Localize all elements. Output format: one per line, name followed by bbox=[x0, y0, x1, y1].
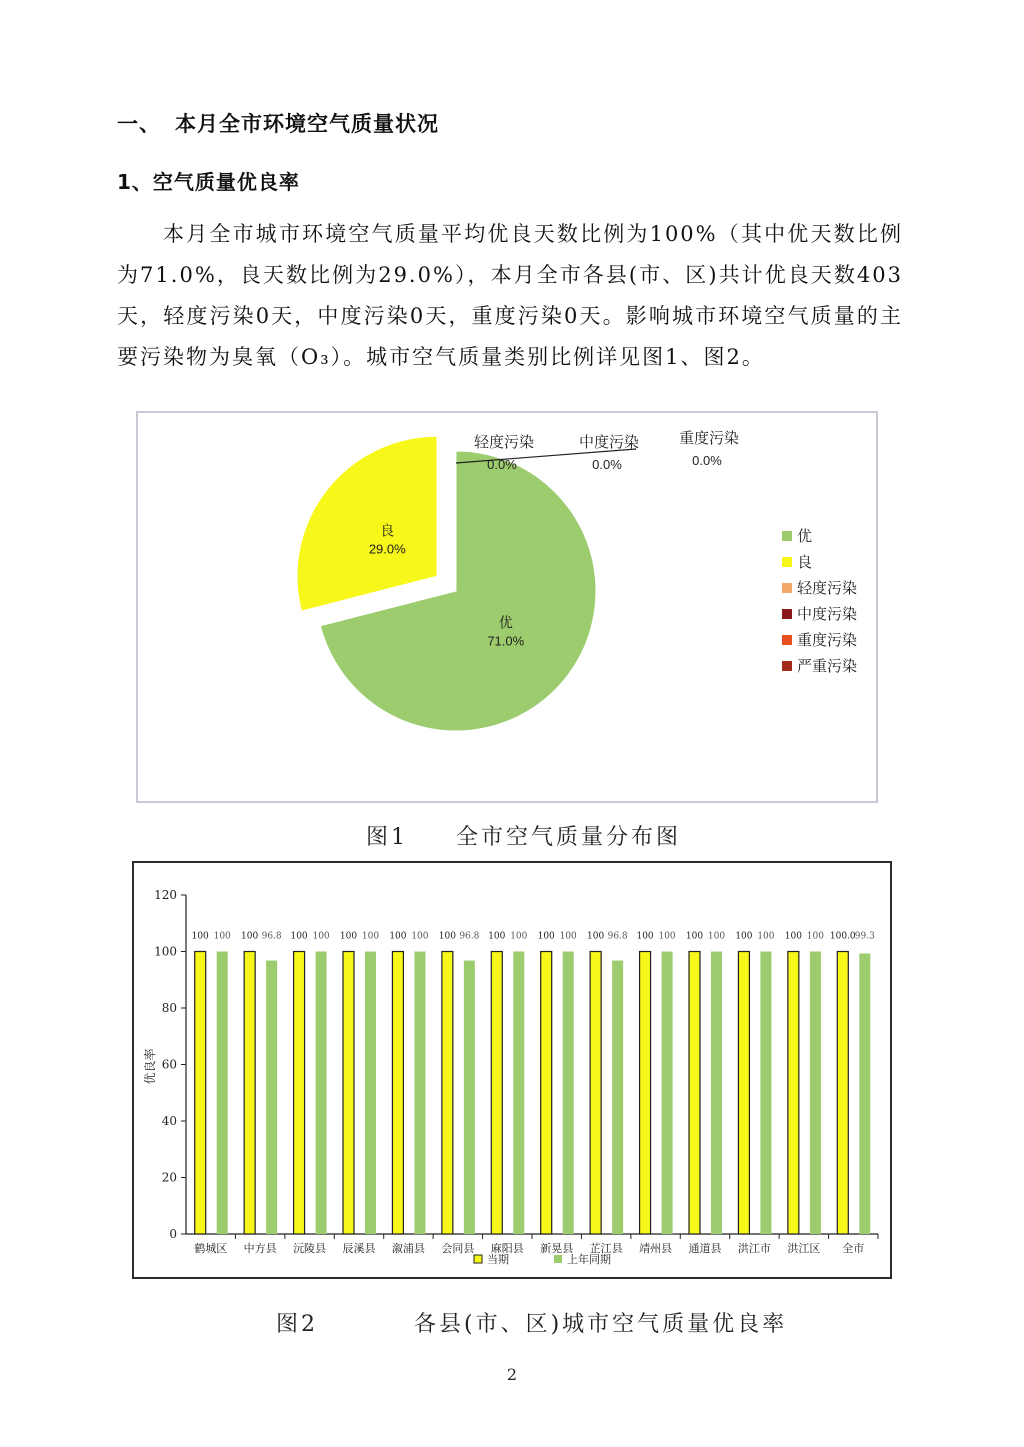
bar-last-year-12 bbox=[810, 952, 821, 1235]
legend-label-4: 重度污染 bbox=[797, 631, 858, 649]
bar-last-year-13 bbox=[859, 953, 870, 1234]
pie-slice-label: 良 bbox=[380, 523, 395, 540]
figure1-caption bbox=[366, 820, 681, 851]
bar-last-year-3 bbox=[365, 952, 376, 1235]
bar-data-label: 100 bbox=[389, 931, 407, 942]
bar-data-label: 100 bbox=[757, 931, 775, 942]
bar-data-label: 99.3 bbox=[854, 931, 875, 942]
legend-swatch-2 bbox=[782, 583, 792, 593]
y-tick-label: 40 bbox=[161, 1114, 177, 1128]
bar-last-year-1 bbox=[266, 961, 277, 1234]
section-heading bbox=[117, 108, 439, 138]
bar-last-year-5 bbox=[464, 961, 475, 1234]
bar-data-label: 100 bbox=[361, 931, 380, 942]
bar-last-year-2 bbox=[316, 952, 327, 1235]
bar-data-label: 100 bbox=[636, 931, 654, 942]
bar-current-2 bbox=[294, 952, 305, 1235]
figure2-caption-text: 各县(市、区)城市空气质量优良率 bbox=[414, 1312, 788, 1337]
bar-data-label: 100 bbox=[510, 931, 528, 942]
x-tick-label: 中方县 bbox=[243, 1242, 277, 1255]
legend-label-5: 严重污染 bbox=[797, 657, 858, 675]
legend-label-0: 优 bbox=[797, 527, 813, 545]
x-tick-label: 溆浦县 bbox=[391, 1242, 425, 1255]
bar-last-year-0 bbox=[217, 952, 228, 1235]
figure2-chart-frame bbox=[132, 861, 892, 1279]
bar-data-label: 100 bbox=[213, 931, 231, 942]
bar-data-label: 100 bbox=[290, 931, 308, 942]
legend-swatch-5 bbox=[782, 661, 792, 671]
legend-swatch-4 bbox=[782, 635, 792, 645]
pie-callout-value: 0.0% bbox=[487, 457, 517, 472]
x-tick-label: 沅陵县 bbox=[293, 1242, 327, 1255]
legend-label-2: 轻度污染 bbox=[797, 579, 858, 597]
bar-data-label: 100 bbox=[312, 931, 330, 942]
bar-data-label: 96.8 bbox=[607, 931, 628, 942]
legend-label-1: 良 bbox=[797, 553, 813, 571]
bar-data-label: 100 bbox=[191, 931, 209, 942]
bar-data-label: 100 bbox=[784, 931, 802, 942]
bar-data-label: 100 bbox=[559, 931, 577, 942]
bar-current-12 bbox=[788, 952, 799, 1235]
x-tick-label: 洪江区 bbox=[787, 1242, 821, 1255]
bar-data-label: 100 bbox=[806, 931, 824, 942]
bar-data-label: 100 bbox=[735, 931, 753, 942]
bar-current-10 bbox=[689, 952, 700, 1235]
y-tick-label: 80 bbox=[161, 1001, 177, 1015]
x-tick-label: 洪江市 bbox=[737, 1242, 771, 1255]
bar-current-13 bbox=[837, 952, 848, 1235]
bar-current-5 bbox=[442, 952, 453, 1235]
pie-callout-value: 0.0% bbox=[592, 457, 622, 472]
bar-current-1 bbox=[244, 952, 255, 1235]
bar-current-0 bbox=[195, 952, 206, 1235]
bar-current-6 bbox=[491, 952, 502, 1235]
pie-slice-value-label: 29.0% bbox=[368, 541, 406, 557]
figure1-caption-number: 图1 bbox=[366, 825, 408, 850]
bar-current-7 bbox=[541, 952, 552, 1235]
bar-last-year-7 bbox=[563, 952, 574, 1235]
bar-current-8 bbox=[590, 952, 601, 1235]
page-number: 2 bbox=[506, 1365, 518, 1384]
section-heading-title: 本月全市环境空气质量状况 bbox=[175, 112, 439, 136]
y-tick-label: 0 bbox=[169, 1227, 177, 1241]
y-tick-label: 20 bbox=[161, 1170, 177, 1185]
legend-swatch-0 bbox=[474, 1255, 482, 1263]
y-axis-label: 优良率 bbox=[143, 1048, 157, 1085]
x-tick-label: 麻阳县 bbox=[490, 1242, 524, 1255]
pie-callout-value: 0.0% bbox=[692, 453, 722, 468]
bar-data-label: 100 bbox=[241, 931, 259, 942]
legend-swatch-0 bbox=[782, 531, 792, 541]
pie-slice-label: 优 bbox=[498, 615, 513, 632]
bar-data-label: 100 bbox=[658, 931, 676, 942]
bar-current-11 bbox=[738, 952, 749, 1235]
bar-data-label: 100 bbox=[587, 931, 605, 942]
bar-data-label: 100 bbox=[438, 931, 456, 942]
subsection-heading: 1、空气质量优良率 bbox=[117, 170, 300, 194]
section-heading-number: 一、 bbox=[117, 112, 161, 136]
y-tick-label: 100 bbox=[154, 944, 177, 959]
pie-callout-label: 轻度污染 bbox=[473, 433, 535, 451]
bar-last-year-10 bbox=[711, 952, 722, 1235]
x-tick-label: 全市 bbox=[842, 1242, 865, 1255]
legend-swatch-1 bbox=[554, 1255, 562, 1263]
x-tick-label: 靖州县 bbox=[639, 1242, 673, 1255]
pie-slice-1 bbox=[297, 436, 437, 611]
bar-current-3 bbox=[343, 952, 354, 1235]
pie-slice-value-label: 71.0% bbox=[487, 633, 525, 649]
bar-data-label: 100 bbox=[537, 931, 555, 942]
x-tick-label: 鹤城区 bbox=[194, 1242, 228, 1255]
bar-last-year-9 bbox=[662, 952, 673, 1235]
bar-current-4 bbox=[392, 952, 403, 1235]
x-tick-label: 新晃县 bbox=[540, 1242, 574, 1255]
legend-swatch-1 bbox=[782, 557, 792, 567]
bar-last-year-4 bbox=[414, 952, 425, 1235]
legend-label-3: 中度污染 bbox=[797, 605, 858, 623]
legend-swatch-3 bbox=[782, 609, 792, 619]
pie-callout-label: 中度污染 bbox=[578, 433, 640, 451]
legend-label-1: 上年同期 bbox=[567, 1253, 611, 1266]
legend-label-0: 当期 bbox=[487, 1253, 509, 1266]
figure1-pie-chart bbox=[138, 413, 876, 801]
bar-last-year-11 bbox=[760, 952, 771, 1235]
x-tick-label: 芷江县 bbox=[589, 1242, 623, 1255]
figure1-caption-text: 全市空气质量分布图 bbox=[456, 825, 682, 850]
x-tick-label: 通道县 bbox=[688, 1242, 722, 1255]
y-tick-label: 120 bbox=[154, 888, 177, 902]
bar-last-year-8 bbox=[612, 961, 623, 1234]
x-tick-label: 会同县 bbox=[441, 1242, 475, 1255]
bar-last-year-6 bbox=[513, 952, 524, 1235]
bar-data-label: 96.8 bbox=[459, 931, 480, 942]
bar-data-label: 100 bbox=[339, 931, 358, 942]
bar-data-label: 100 bbox=[488, 931, 506, 942]
bar-data-label: 100.0 bbox=[829, 931, 856, 942]
bar-current-9 bbox=[640, 952, 651, 1235]
x-tick-label: 辰溪县 bbox=[342, 1242, 376, 1255]
figure1-chart-frame bbox=[136, 411, 878, 803]
y-tick-label: 60 bbox=[161, 1057, 177, 1072]
figure2-caption-number: 图2 bbox=[276, 1312, 318, 1337]
figure2-caption bbox=[276, 1307, 787, 1338]
bar-data-label: 100 bbox=[411, 931, 429, 942]
figure2-bar-chart bbox=[134, 863, 890, 1277]
bar-data-label: 100 bbox=[685, 931, 704, 942]
bar-data-label: 96.8 bbox=[261, 931, 282, 942]
pie-callout-label: 重度污染 bbox=[678, 429, 740, 447]
body-paragraph: 本月全市城市环境空气质量平均优良天数比例为100%（其中优天数比例为71.0%，良天数比例为29.0%），本月全市各县(市、区)共计优良天数403天，轻度污染0天，中度污染0天，重度污染0天。影响城市环境空气质量的主要污染物为臭氧（O₃）。城市空气质量类别比例详见图1、图2。 bbox=[117, 222, 903, 369]
bar-data-label: 100 bbox=[707, 931, 726, 942]
